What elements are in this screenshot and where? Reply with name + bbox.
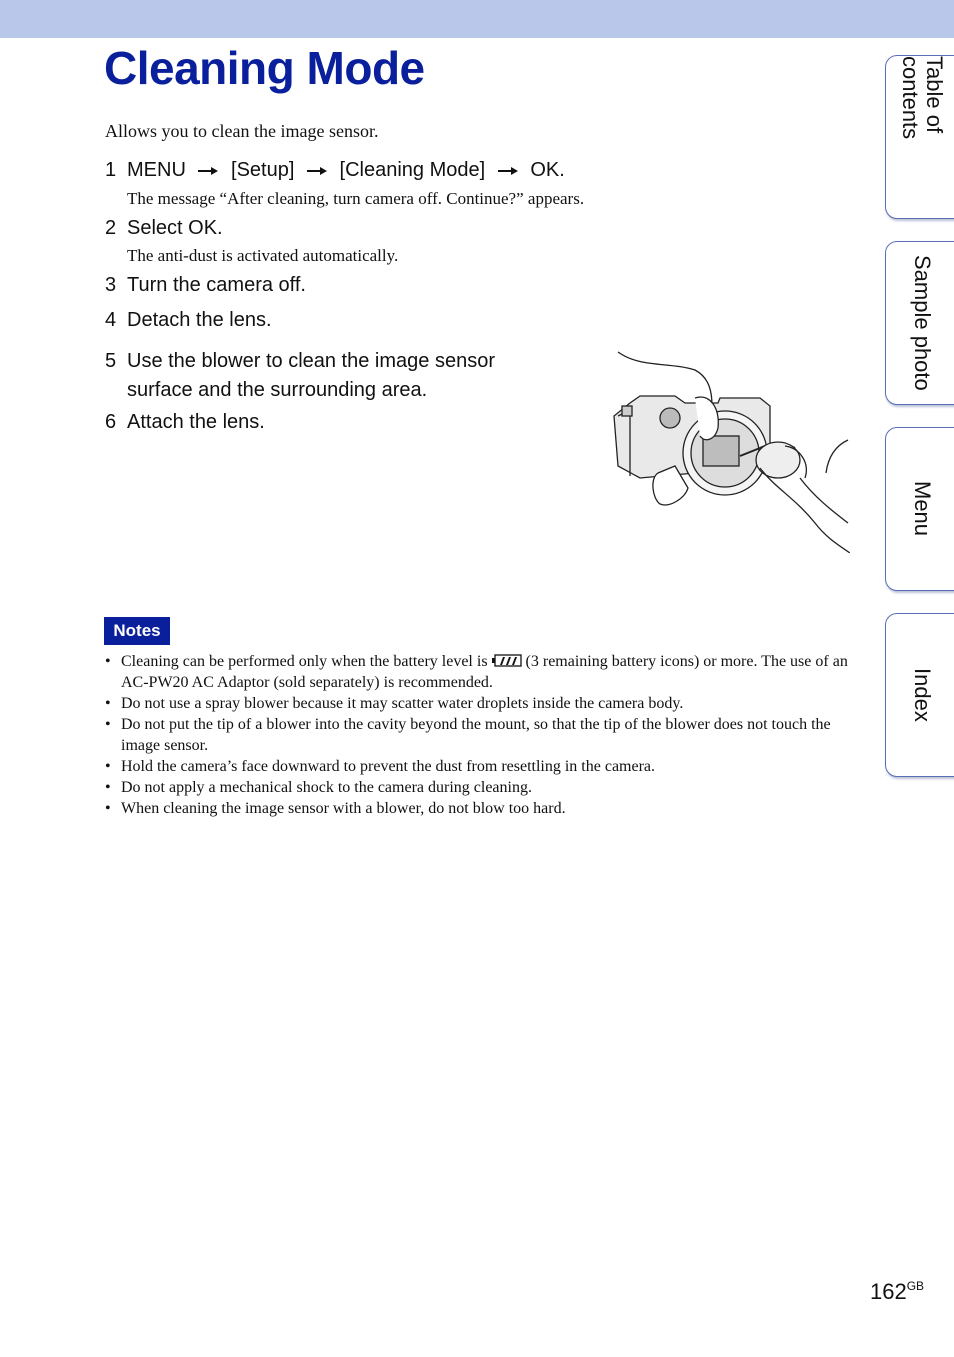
page-region-suffix: GB <box>906 1279 925 1293</box>
step-4 <box>105 309 272 332</box>
right-arrow-icon <box>497 166 519 176</box>
camera-cleaning-illustration <box>600 348 850 553</box>
intro-text: Allows you to clean the image sensor. <box>105 121 379 141</box>
step-text: Detach the lens. <box>127 309 272 331</box>
notes-list <box>105 651 850 819</box>
tab-sample-photo[interactable] <box>885 241 954 405</box>
step-text-line2: surface and the surrounding area. <box>127 379 428 401</box>
page-number-value: 162 <box>870 1279 907 1304</box>
step-number: 3 <box>105 274 117 296</box>
list-item: • Do not use a spray blower because it may scatter water droplets inside the camera body. <box>105 693 850 714</box>
list-item: • When cleaning the image sensor with a blower, do not blow too hard. <box>105 798 850 819</box>
step-2 <box>105 217 223 240</box>
step-2-note: The anti-dust is activated automatically. <box>127 246 399 265</box>
step-3 <box>105 274 306 297</box>
page-number <box>870 1279 924 1305</box>
menu-path-cleaning-mode: [Cleaning Mode] <box>339 159 486 181</box>
notes-badge: Notes <box>104 617 170 645</box>
list-item: • Do not put the tip of a blower into the cavity beyond the mount, so that the tip of the blower does not touch the image sensor. <box>105 714 850 756</box>
note-text: (3 remaining battery icons) or more. The use of an AC-PW20 AC Adaptor (sold separately) is recommended. <box>121 653 848 691</box>
note-text: Cleaning can be performed only when the battery level is <box>121 653 488 670</box>
tab-label: Menu <box>910 481 935 537</box>
step-1-note: The message “After cleaning, turn camera off. Continue?” appears. <box>127 189 585 208</box>
tab-label: Sample photo <box>910 255 935 391</box>
step-number: 6 <box>105 411 117 433</box>
page-title: Cleaning Mode <box>104 42 425 94</box>
battery-three-bars-icon <box>492 654 522 667</box>
tab-label: Index <box>910 668 935 722</box>
step-5 <box>105 347 495 405</box>
tab-label: Table of contents <box>898 56 947 140</box>
tab-index[interactable] <box>885 613 954 777</box>
step-text: Turn the camera off. <box>127 274 306 296</box>
step-text-line1: Use the blower to clean the image sensor <box>127 350 495 372</box>
list-item: • Do not apply a mechanical shock to the camera during cleaning. <box>105 777 850 798</box>
step-6 <box>105 411 265 434</box>
list-item: • Hold the camera’s face downward to prevent the dust from resettling in the camera. <box>105 756 850 777</box>
step-number: 1 <box>105 159 117 181</box>
tab-table-of-contents[interactable] <box>885 55 954 219</box>
step-1 <box>105 159 565 182</box>
step-number: 5 <box>105 350 117 372</box>
right-arrow-icon <box>197 166 219 176</box>
right-arrow-icon <box>306 166 328 176</box>
menu-path-setup: [Setup] <box>231 159 295 181</box>
step-number: 2 <box>105 217 117 239</box>
menu-path-ok: OK. <box>530 159 565 181</box>
list-item <box>105 651 850 693</box>
header-band <box>0 0 954 38</box>
step-number: 4 <box>105 309 117 331</box>
step-text: Attach the lens. <box>127 411 265 433</box>
step-text: Select OK. <box>127 217 223 239</box>
tab-menu[interactable] <box>885 427 954 591</box>
menu-path-menu: MENU <box>127 159 186 181</box>
